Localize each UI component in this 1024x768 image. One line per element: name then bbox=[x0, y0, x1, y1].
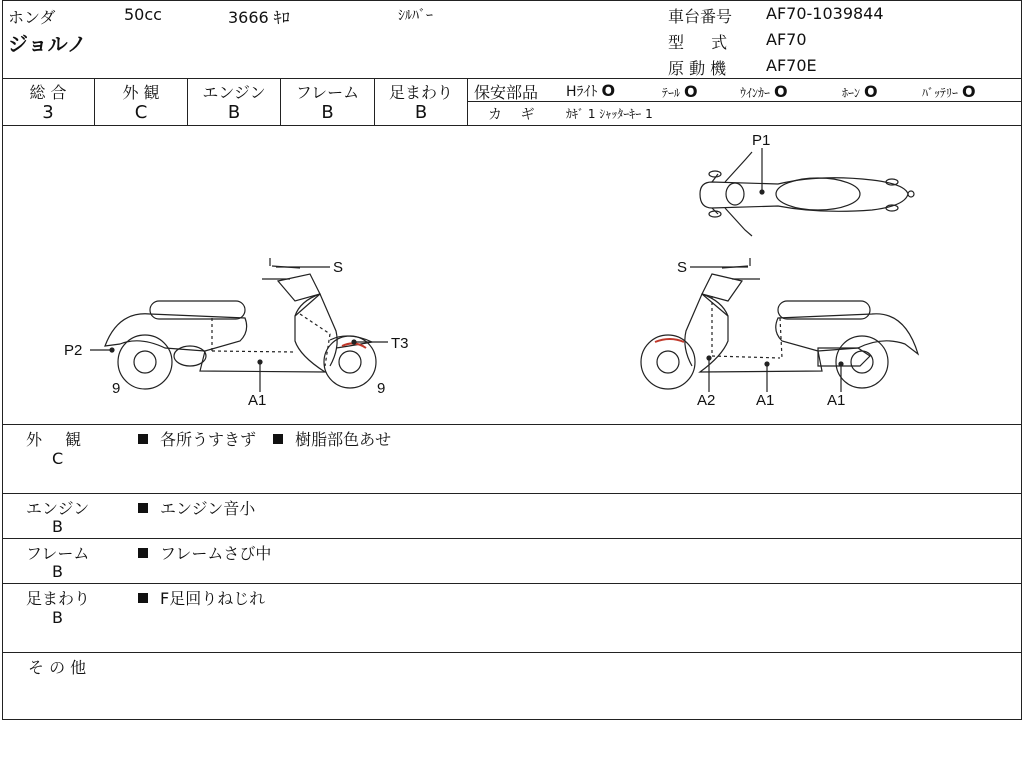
headlight-label: Hﾗｲﾄ bbox=[566, 84, 598, 100]
engine-label: 原 動 機 bbox=[668, 59, 727, 78]
note-exterior-grade: C bbox=[52, 449, 64, 468]
winker-mark: O bbox=[774, 82, 788, 101]
note-other-label: そ の 他 bbox=[28, 658, 87, 677]
note-item: エンジン音小 bbox=[160, 499, 256, 518]
note-suspension-items bbox=[138, 586, 265, 609]
frame-no-value: AF70-1039844 bbox=[766, 4, 884, 23]
note-item: 樹脂部色あせ bbox=[295, 430, 392, 449]
mileage: 3666 ｷﾛ bbox=[228, 8, 290, 27]
maker: ホンダ bbox=[8, 8, 56, 27]
exterior-value: C bbox=[134, 102, 148, 123]
label-9-front: 9 bbox=[112, 380, 121, 397]
note-frame-label: フレーム bbox=[26, 544, 90, 563]
note-item: フレームさび中 bbox=[160, 544, 272, 563]
frame-grade-value: B bbox=[321, 102, 334, 123]
border-bottom bbox=[2, 719, 1022, 720]
battery-check bbox=[922, 82, 976, 101]
displacement: 50cc bbox=[124, 5, 162, 24]
frame-grade-label: フレーム bbox=[295, 83, 360, 102]
color: ｼﾙﾊﾞｰ bbox=[398, 8, 433, 24]
label-a1-right-mid: A1 bbox=[756, 392, 775, 409]
note-frame-grade: B bbox=[52, 562, 63, 581]
overall-label: 総 合 bbox=[29, 83, 67, 102]
key-label: カ ギ bbox=[488, 107, 535, 123]
label-t3: T3 bbox=[391, 335, 409, 352]
right-rear-wheel bbox=[836, 336, 888, 388]
tail-mark: O bbox=[684, 82, 698, 101]
model-name: ジョルノ bbox=[8, 32, 87, 56]
note-frame-items bbox=[138, 541, 271, 564]
label-a1-right-rear: A1 bbox=[827, 392, 846, 409]
safety-label: 保安部品 bbox=[474, 83, 539, 102]
note-bullet bbox=[138, 503, 148, 513]
label-p1: P1 bbox=[752, 132, 771, 149]
left-rear-wheel bbox=[118, 335, 172, 389]
scooter-top-view bbox=[700, 152, 914, 236]
headlight-check bbox=[566, 81, 615, 101]
tail-check bbox=[662, 82, 698, 101]
overall-value: 3 bbox=[42, 102, 54, 123]
note-item: 各所うすきず bbox=[160, 430, 257, 449]
border-top bbox=[2, 0, 1022, 1]
label-a1-left: A1 bbox=[248, 392, 267, 409]
key-value: ｶｷﾞ 1 ｼｬｯﾀｰｷｰ 1 bbox=[566, 107, 653, 121]
grade-top-line bbox=[2, 78, 1022, 79]
note-bullet bbox=[138, 548, 148, 558]
top-seat bbox=[776, 178, 860, 210]
note-exterior-label: 外 観 bbox=[26, 430, 82, 449]
type-value: AF70 bbox=[766, 30, 807, 49]
suspension-grade-label: 足まわり bbox=[388, 83, 453, 102]
engine-grade-label: エンジン bbox=[202, 83, 266, 102]
note-engine-items bbox=[138, 496, 255, 519]
battery-mark: O bbox=[962, 82, 976, 101]
horn-mark: O bbox=[864, 82, 878, 101]
tail-label: ﾃｰﾙ bbox=[662, 86, 681, 100]
horn-label: ﾎｰﾝ bbox=[842, 86, 861, 100]
label-9-rear: 9 bbox=[377, 380, 386, 397]
label-a2: A2 bbox=[697, 392, 716, 409]
type-label: 型 式 bbox=[668, 33, 728, 52]
headlight-mark: O bbox=[601, 81, 616, 100]
label-p2: P2 bbox=[64, 342, 83, 359]
battery-label: ﾊﾞｯﾃﾘｰ bbox=[922, 86, 959, 100]
frame-no-label: 車台番号 bbox=[668, 7, 733, 26]
note-item: F足回りねじれ bbox=[160, 589, 266, 608]
engine-grade-value: B bbox=[227, 102, 241, 123]
suspension-grade-value: B bbox=[414, 102, 428, 123]
label-s-right: S bbox=[677, 259, 688, 276]
horn-check bbox=[842, 82, 878, 101]
winker-check bbox=[740, 82, 788, 101]
scooter-right-view bbox=[641, 258, 918, 389]
note-suspension-grade: B bbox=[52, 608, 63, 627]
scooter-left-view bbox=[105, 258, 376, 389]
note-bullet bbox=[138, 593, 148, 603]
safety-mid-line bbox=[467, 101, 1022, 102]
engine-value: AF70E bbox=[766, 56, 817, 75]
winker-label: ｳｲﾝｶｰ bbox=[740, 86, 771, 100]
exterior-label: 外 観 bbox=[122, 83, 160, 102]
note-bullet bbox=[138, 434, 148, 444]
right-front-wheel bbox=[641, 335, 695, 389]
note-suspension-label: 足まわり bbox=[26, 589, 91, 608]
note-engine-grade: B bbox=[52, 517, 63, 536]
damage-mark-front-fender bbox=[655, 339, 684, 342]
note-exterior-items bbox=[138, 427, 391, 450]
label-s-left: S bbox=[333, 259, 344, 276]
note-engine-label: エンジン bbox=[26, 499, 90, 518]
note-bullet bbox=[273, 434, 283, 444]
scooter-diagram bbox=[0, 126, 1024, 424]
